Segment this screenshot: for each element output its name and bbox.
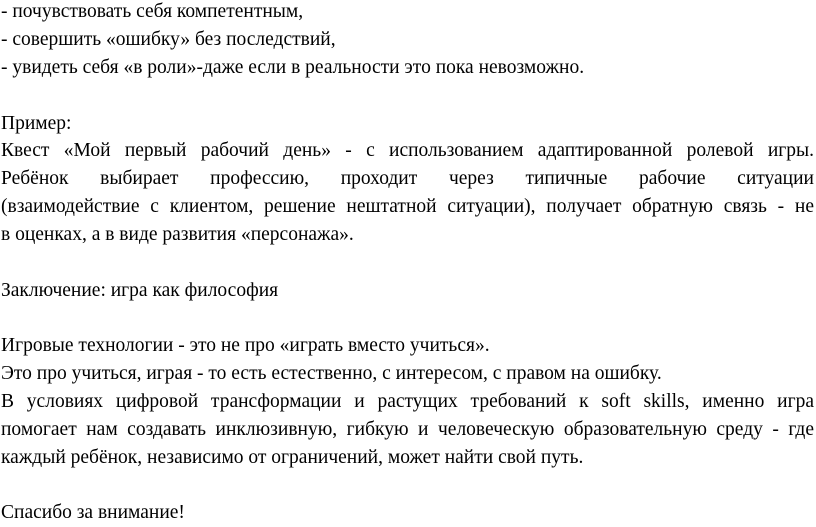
example-paragraph-line-4: в оценках, а в виде развития «персонажа». [1, 224, 354, 245]
bullet-competent: - почувствовать себя компетентным, [1, 1, 304, 22]
example-paragraph-line-3: (взаимодействие с клиентом, решение нештатной ситуации), получает обратную связь - не [1, 196, 814, 217]
conclusion-line-1: Игровые технологии - это не про «играть вместо учиться». [1, 335, 490, 356]
thanks-line: Спасибо за внимание! [1, 502, 185, 523]
bullet-mistake: - совершить «ошибку» без последствий, [1, 29, 336, 50]
example-heading: Пример: [1, 113, 72, 134]
example-paragraph-line-1: Квест «Мой первый рабочий день» - с использованием адаптированной ролевой игры. [1, 140, 814, 161]
conclusion-line-5: каждый ребёнок, независимо от ограничений, может найти свой путь. [1, 447, 584, 468]
example-paragraph-line-2: Ребёнок выбирает профессию, проходит через типичные рабочие ситуации [1, 168, 814, 189]
conclusion-line-3: В условиях цифровой трансформации и растущих требований к soft skills, именно игра [1, 391, 814, 412]
bullet-role: - увидеть себя «в роли»-даже если в реальности это пока невозможно. [1, 57, 585, 78]
conclusion-heading: Заключение: игра как философия [1, 280, 279, 301]
conclusion-line-2: Это про учиться, играя - то есть естественно, с интересом, с правом на ошибку. [1, 363, 662, 384]
conclusion-line-4: помогает нам создавать инклюзивную, гибкую и человеческую образовательную среду - где [1, 419, 814, 440]
